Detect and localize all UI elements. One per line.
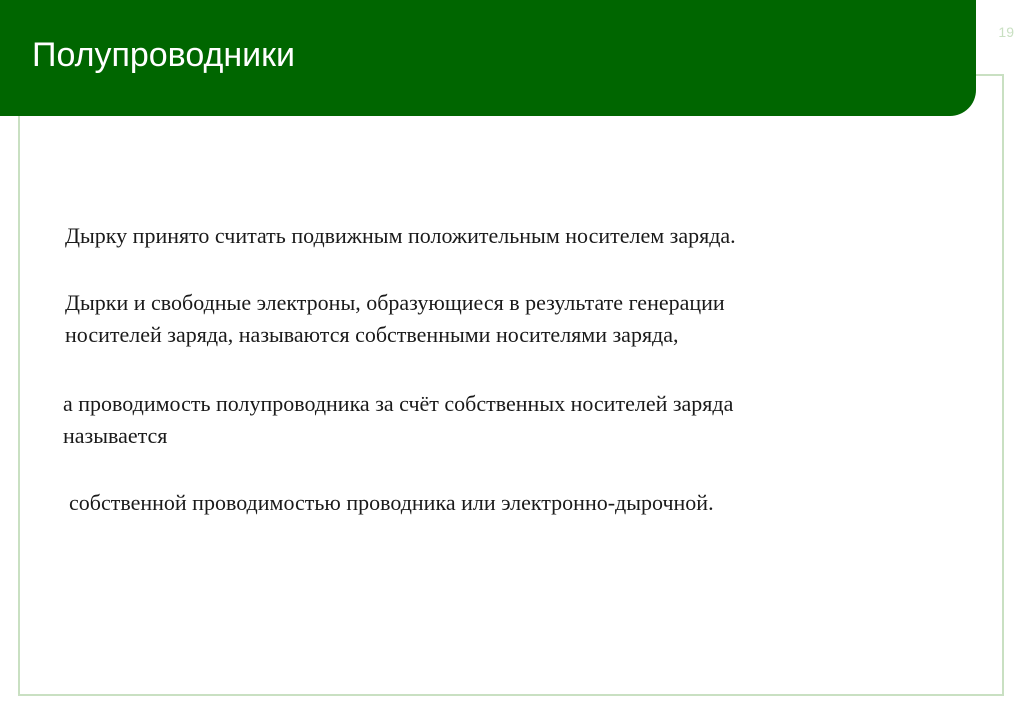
paragraph-3 [63, 388, 733, 452]
paragraph-2 [65, 287, 725, 351]
paragraph-4-line-1: собственной проводимостью проводника или электронно-дырочной. [69, 490, 714, 515]
paragraph-2-line-2: носителей заряда, называются собственными носителями заряда, [65, 322, 679, 347]
paragraph-2-line-1: Дырки и свободные электроны, образующиеся в результате генерации [65, 290, 725, 315]
paragraph-4 [69, 487, 714, 519]
page-number: 19 [998, 24, 1014, 40]
paragraph-1-line-1: Дырку принято считать подвижным положительным носителем заряда. [65, 223, 736, 248]
paragraph-3-line-1: а проводимость полупроводника за счёт собственных носителей заряда [63, 391, 734, 416]
title-bar [0, 0, 976, 116]
slide-title: Полупроводники [32, 36, 295, 74]
slide-frame [18, 74, 1004, 696]
paragraph-1 [65, 220, 736, 252]
paragraph-3-line-2: называется [63, 423, 168, 448]
